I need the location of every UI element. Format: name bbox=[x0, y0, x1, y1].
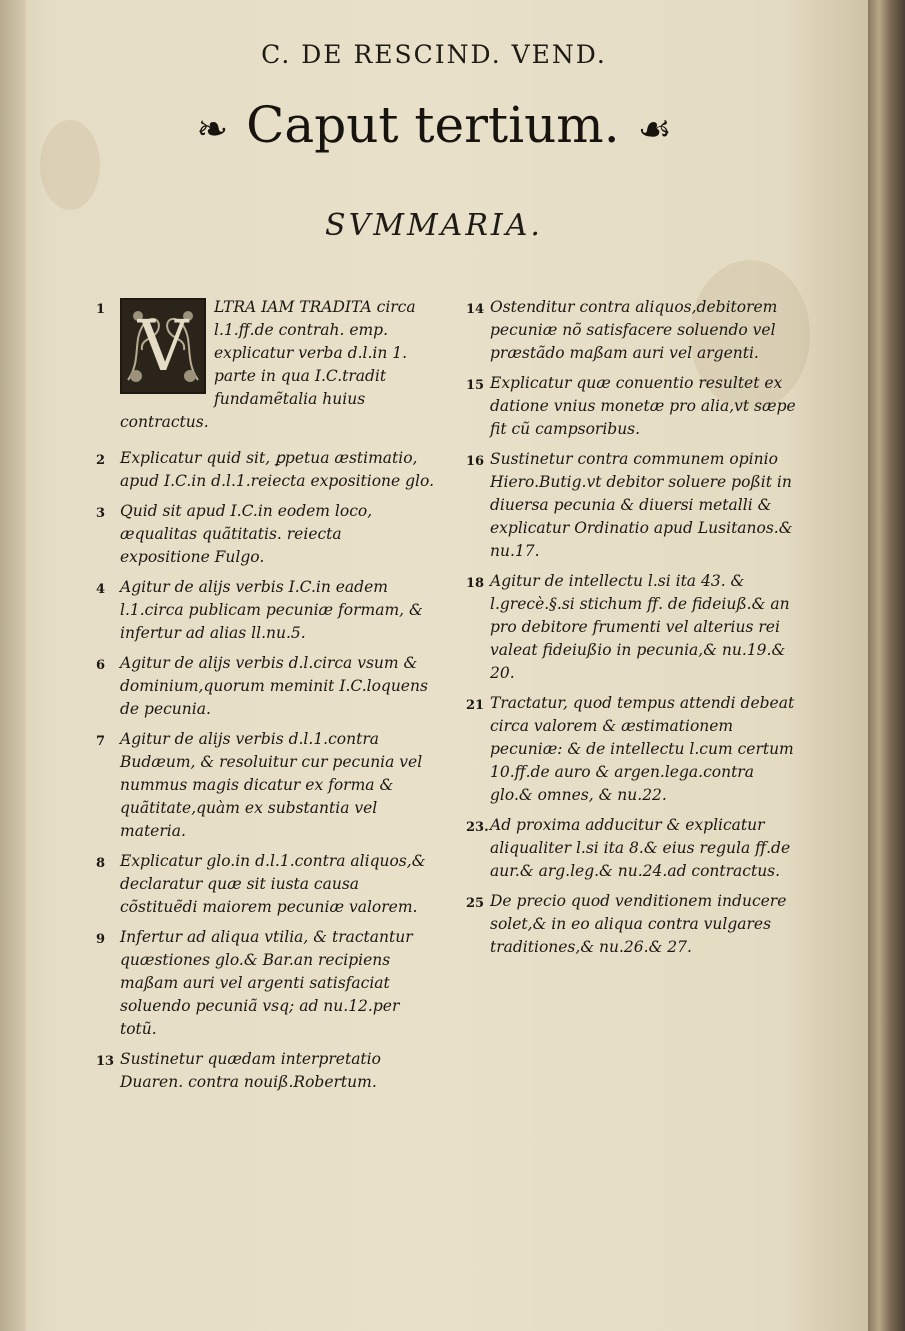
summary-entry bbox=[466, 296, 796, 365]
section-heading: SVMMARIA. bbox=[325, 208, 543, 243]
entry-text: Agitur de alijs verbis d.l.1.contra Budæum, & resoluitur cur pecunia vel nummus magis dicatur ex forma & quãtitate,quàm ex substantia vel materia. bbox=[120, 730, 423, 840]
entry-text: Sustinetur contra communem opinio Hiero.Butig.vt debitor soluere poßit in diuersa pecunia & diuersi metalli & explicatur Ordinatio apud Lusitanos.& nu.17. bbox=[490, 450, 793, 560]
entry-text: Explicatur quæ conuentio resultet ex datione vnius monetæ pro alia,vt sæpe fit cũ campsoribus. bbox=[490, 374, 796, 438]
running-head: C. DE RESCIND. VEND. bbox=[261, 40, 607, 69]
entry-number: 6 bbox=[96, 658, 106, 673]
entry-number: 1 bbox=[96, 302, 106, 317]
entry-number: 18 bbox=[466, 576, 485, 591]
leaf-ornament-icon: ☙ bbox=[637, 107, 672, 151]
summary-entry bbox=[96, 447, 436, 493]
entry-number: 13 bbox=[96, 1054, 115, 1069]
summary-entry bbox=[96, 926, 436, 1041]
summary-entry bbox=[96, 652, 436, 721]
chapter-title: Caput tertium. bbox=[246, 96, 620, 154]
summary-entry bbox=[96, 850, 436, 919]
entry-text: Agitur de alijs verbis d.l.circa vsum & dominium,quorum meminit I.C.loquens de pecunia. bbox=[120, 654, 428, 718]
entry-text: Ostenditur contra aliquos,debitorem pecuniæ nõ satisfacere soluendo vel præstãdo maßam auri vel argenti. bbox=[490, 298, 778, 362]
entry-number: 8 bbox=[96, 856, 106, 871]
dropcap-letter: V bbox=[137, 305, 189, 387]
summary-entry bbox=[466, 372, 796, 441]
summary-entry bbox=[96, 296, 436, 434]
entry-text: De precio quod venditionem inducere solet,& in eo aliqua contra vulgares traditiones,& nu.26.& 27. bbox=[490, 892, 787, 956]
entry-text: Agitur de alijs verbis I.C.in eadem l.1.circa publicam pecuniæ formam, & infertur ad alias ll.nu.5. bbox=[120, 578, 423, 642]
entry-number: 21 bbox=[466, 698, 485, 713]
entry-number: 4 bbox=[96, 582, 106, 597]
next-page-edge bbox=[868, 0, 905, 1331]
entry-text: LTRA IAM TRADITA circa l.1.ff.de contrah. emp. explicatur verba d.l.in 1. parte in qua I.C.tradit fundamẽtalia huius contractus. bbox=[120, 298, 416, 431]
summary-entry bbox=[466, 814, 796, 883]
entry-number: 2 bbox=[96, 453, 106, 468]
leaf-ornament-icon: ❧ bbox=[196, 107, 229, 151]
summary-entry bbox=[466, 448, 796, 563]
entry-number: 16 bbox=[466, 454, 485, 469]
entry-text: Quid sit apud I.C.in eodem loco, æqualitas quãtitatis. reiecta expositione Fulgo. bbox=[120, 502, 373, 566]
summary-entry bbox=[96, 1048, 436, 1094]
entry-text: Agitur de intellectu l.si ita 43. & l.grecè.§.si stichum ff. de fideiuß.& an pro debitore frumenti vel alterius rei valeat fideiußio in pecunia,& nu.19.& 20. bbox=[490, 572, 790, 682]
decorated-initial bbox=[120, 298, 206, 394]
entry-number: 9 bbox=[96, 932, 106, 947]
entry-text: Ad proxima adducitur & explicatur aliqualiter l.si ita 8.& eius regula ff.de aur.& arg.leg.& nu.24.ad contractus. bbox=[490, 816, 791, 880]
entry-text: Sustinetur quædam interpretatio Duaren. contra nouiß.Robertum. bbox=[120, 1050, 381, 1091]
entry-text: Explicatur glo.in d.l.1.contra aliquos,& declaratur quæ sit iusta causa cõstituẽdi maiorem pecuniæ valorem. bbox=[120, 852, 426, 916]
summary-entry bbox=[96, 576, 436, 645]
summary-entry bbox=[466, 890, 796, 959]
entry-number: 15 bbox=[466, 378, 485, 393]
entry-text: Infertur ad aliqua vtilia, & tractantur quæstiones glo.& Bar.an recipiens maßam auri vel argenti satisfaciat soluendo pecuniã vsq; ad nu.12.per totũ. bbox=[120, 928, 413, 1038]
summary-column-right bbox=[466, 296, 796, 966]
summary-entry bbox=[96, 500, 436, 569]
summary-entry bbox=[466, 570, 796, 685]
entry-number: 25 bbox=[466, 896, 485, 911]
summary-entry bbox=[96, 728, 436, 843]
entry-text: Explicatur quid sit, ꝑpetua æstimatio, apud I.C.in d.l.1.reiecta expositione glo. bbox=[120, 449, 435, 490]
entry-number: 3 bbox=[96, 506, 106, 521]
summary-column-left bbox=[96, 296, 436, 1101]
chapter-title-line bbox=[0, 90, 868, 164]
entry-number: 7 bbox=[96, 734, 106, 749]
entry-number: 14 bbox=[466, 302, 485, 317]
page-gutter bbox=[0, 0, 26, 1331]
entry-number: 23. bbox=[466, 820, 489, 835]
summary-entry bbox=[466, 692, 796, 807]
entry-text: Tractatur, quod tempus attendi debeat circa valorem & æstimationem pecuniæ: & de intellectu l.cum certum 10.ff.de auro & argen.lega.contra glo.& omnes, & nu.22. bbox=[490, 694, 795, 804]
